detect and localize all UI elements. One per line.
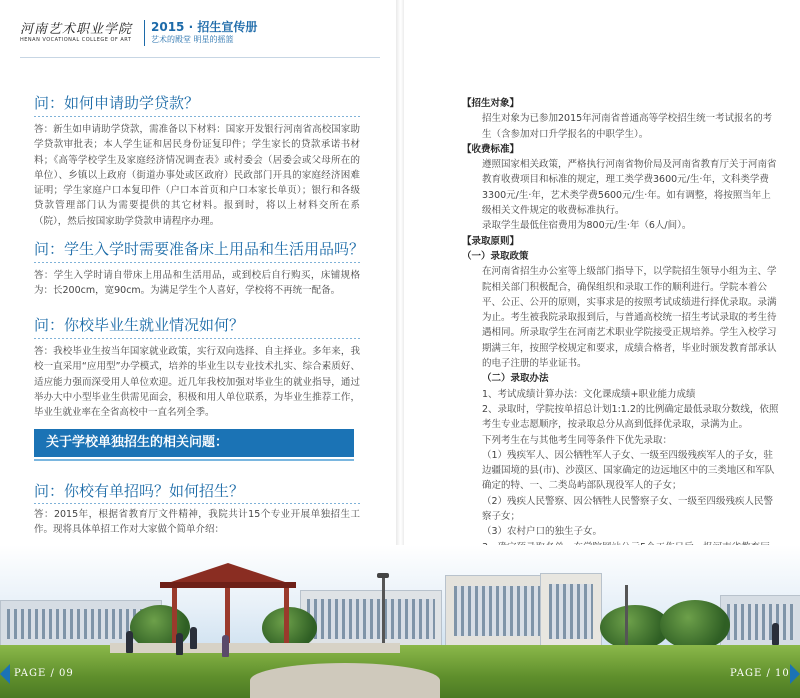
text-priority-2: （2）残疾人民警察、因公牺牲人民警察子女、一级至四级残疾人民警察子女；	[482, 495, 774, 523]
building	[300, 590, 442, 650]
street-lamp	[377, 573, 389, 578]
section-heading: 关于学校单独招生的相关问题：	[34, 429, 354, 457]
text-priority-1: （1）残疾军人、因公牺牲军人子女、一级至四级残疾军人的子女，驻边疆国境的县(市)、沙漠区、国家确定的边远地区中的三类地区和军队确定的特、一、二类岛屿部队现役军人的子女；	[482, 449, 775, 492]
question-rule	[34, 116, 360, 117]
campus-photo	[0, 545, 800, 698]
header-rule	[20, 57, 380, 58]
text-dorm: 录取学生最低住宿费用为800元/生·年（6人/间）。	[482, 220, 692, 232]
college-logo: 河南艺术职业学院	[20, 22, 133, 37]
building	[540, 573, 602, 650]
question-rule	[34, 262, 360, 263]
heading-policy: （一）录取政策	[462, 250, 529, 262]
text-fee: 遵照国家相关政策，严格执行河南省物价局及河南省教育厅关于河南省教育收费项目和标准的规定，理工类学费3600元/生·年，文科类学费3300元/生·年，艺术类学费5600元/生·年。如有调整，将按照当年上级相关文件规定的收费标准执行。	[482, 159, 777, 217]
heading-method: （二）录取办法	[482, 373, 549, 385]
question-bedding: 问：学生入学时需要准备床上用品和生活用品吗？	[34, 240, 365, 258]
person	[176, 633, 183, 655]
person	[126, 631, 133, 653]
street-lamp	[382, 575, 385, 650]
tree	[660, 600, 730, 650]
page-arrow-left-icon	[0, 664, 10, 684]
brochure-title: 2015 · 招生宣传册	[151, 20, 258, 34]
walkway	[250, 663, 440, 698]
pavilion-column	[284, 588, 289, 643]
building	[720, 595, 800, 650]
heading-target: 【招生对象】	[462, 98, 520, 109]
walkway	[110, 643, 400, 653]
person	[190, 627, 197, 649]
person	[222, 635, 229, 657]
heading-rule: 【录取原则】	[462, 235, 520, 247]
brochure-slogan: 艺术的殿堂 明星的摇篮	[151, 35, 234, 44]
answer-bedding: 答：学生入学时请自带床上用品和生活用品，或到校后自行购买，床铺规格为：长200cm，宽90cm。为满足学生个人喜好，学校将不再统一配备。	[34, 270, 360, 297]
question-loan: 问：如何申请助学贷款？	[34, 94, 200, 112]
college-logo-english: HENAN VOCATIONAL COLLEGE OF ART	[20, 37, 132, 43]
text-method-1: 1、考试成绩计算办法：文化课成绩+职业能力成绩	[482, 388, 696, 400]
header-divider	[144, 20, 145, 46]
page-number-left: PAGE / 09	[14, 668, 74, 679]
text-method-2: 2、录取时，学院按单招总计划1:1.2的比例确定最低录取分数线，依照考生专业志愿顺序，按录取总分从高到低择优录取，录满为止。	[482, 403, 779, 431]
question-rule	[34, 338, 360, 339]
header	[20, 14, 390, 54]
question-single-enrollment: 问：你校有单招吗？如何招生？	[34, 482, 245, 500]
answer-employment: 答：我校毕业生按当年国家就业政策，实行双向选择、自主择业。多年来，我校一直采用“应用型”办学模式，培养的毕业生以专业技术扎实、综合素质好、适应能力强而深受用人单位欢迎。近几年我校加强对毕业生的就业指导，通过举办大中小型毕业生供需见面会，积极和用人单位联系，为毕业生推荐工作，毕业生就业率在全省高校中一直名列全季。	[34, 346, 360, 419]
text-target: 招生对象为已参加2015年河南省普通高等学校招生统一考试报名的考生（含参加对口升学报名的中职学生）。	[482, 113, 773, 140]
answer-single-enrollment: 答：2015年，根据省教育厅文件精神，我院共计15个专业开展单独招生工作。现将具体单招工作对大家做个简单介绍：	[34, 509, 360, 536]
pavilion-roof	[168, 563, 288, 583]
street-lamp	[625, 585, 628, 650]
heading-fee: 【收费标准】	[462, 143, 520, 155]
question-rule	[34, 503, 360, 504]
text-policy: 在河南省招生办公室等上级部门指导下，以学院招生领导小组为主、学院相关部门积极配合，确保组织和录取工作的顺利进行。学院本着公平、公正、公开的原则，实事求是的按照考试成绩进行择优录取。录满为止。考生被我院录取报到后，与普通高校统一招生考试录取的考生待遇相同。所录取学生在河南艺术职业学院接受正规培养。学生入校学习期满三年，按照学校规定和要求，成绩合格者，毕业时颁发教育部承认的电子注册的毕业证书。	[482, 266, 777, 370]
text-priority-intro: 下列考生在与其他考生同等条件下优先录取：	[482, 434, 673, 446]
person	[772, 623, 779, 645]
page-arrow-right-icon	[790, 664, 800, 684]
admission-details	[462, 96, 780, 570]
page-number-right: PAGE / 10	[730, 668, 790, 679]
question-employment: 问：你校毕业生就业情况如何？	[34, 316, 245, 334]
text-priority-3: （3）农村户口的独生子女。	[482, 526, 603, 538]
answer-loan: 答：新生如申请助学贷款，需准备以下材料：国家开发银行河南省高校国家助学贷款审批表；本人学生证和居民身份证复印件；学生家长的贷款承诺书材料；《高等学校学生及家庭经济情况调查表》或村委会（居委会或父母所在的单位）、乡镇以上政府（街道办事处或区政府）民政部门开具的家庭经济困难证明；学生家庭户口本复印件（户口本首页和户口本家长单页）；银行和各级贷款管理部门认为需要提供的其它材料。报到时，将以上材料交所在系（院），然后按国家助学贷款申请程序办理。	[34, 124, 360, 227]
